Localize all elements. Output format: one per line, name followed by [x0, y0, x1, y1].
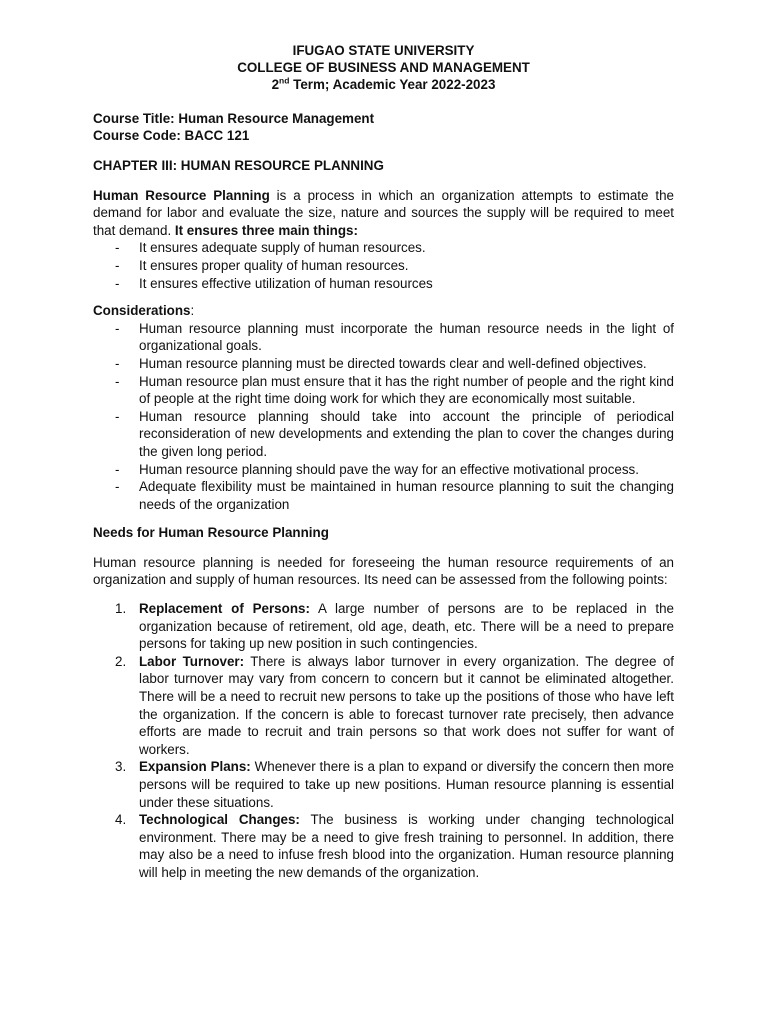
- ensures-list-item: [93, 239, 674, 257]
- ensures-list-item-text: It ensures proper quality of human resources.: [139, 257, 409, 273]
- needs-heading: Needs for Human Resource Planning: [93, 525, 329, 541]
- course-code-label: Course Code:: [93, 128, 181, 143]
- ensures-list: [93, 239, 674, 292]
- intro-term: Human Resource Planning: [93, 187, 270, 203]
- item-number: 3.: [115, 759, 127, 775]
- considerations-list: [93, 320, 674, 514]
- considerations-list-item: [93, 461, 674, 479]
- item-text: There is always labor turnover in every organization. The degree of labor turnover may vary from concern to concern but it cannot be eliminated altogether. There will be a need to recruit new persons to take up the positions of those who have left the organization. If the concern is able to forecast turnover rate precisely, then advance efforts are made to recruit and train persons so that work does not suffer for want of workers.: [139, 653, 674, 757]
- dash-bullet: -: [115, 320, 120, 336]
- considerations-list-item-text: Human resource planning must be directed towards clear and well-defined objectives.: [139, 355, 647, 371]
- course-title-label: Course Title:: [93, 111, 175, 126]
- intro-emphasis: It ensures three main things:: [174, 222, 358, 238]
- college-name: COLLEGE OF BUSINESS AND MANAGEMENT: [237, 60, 530, 75]
- chapter-title: CHAPTER III: HUMAN RESOURCE PLANNING: [93, 158, 384, 173]
- university-name: IFUGAO STATE UNIVERSITY: [292, 43, 475, 58]
- needs-list-item: [93, 758, 674, 811]
- term-superscript: nd: [279, 75, 290, 86]
- term-rest: Term; Academic Year 2022-2023: [289, 77, 496, 92]
- considerations-list-item: [93, 478, 674, 513]
- ensures-list-item: [93, 257, 674, 275]
- item-number: 2.: [115, 653, 127, 669]
- considerations-list-item-text: Human resource plan must ensure that it has the right number of people and the right kind of people at the right time doing work for which they are economically most suitable.: [139, 373, 674, 407]
- dash-bullet: -: [115, 408, 120, 424]
- dash-bullet: -: [115, 240, 120, 256]
- document-page: [93, 42, 674, 882]
- course-title-value: Human Resource Management: [174, 111, 375, 126]
- considerations-colon: :: [190, 303, 195, 319]
- dash-bullet: -: [115, 461, 120, 477]
- considerations-list-item-text: Human resource planning should pave the way for an effective motivational process.: [139, 461, 639, 477]
- needs-list: [93, 600, 674, 882]
- item-label: Expansion Plans:: [139, 759, 251, 775]
- considerations-list-item: [93, 408, 674, 461]
- ensures-list-item-text: It ensures effective utilization of human resources: [139, 275, 433, 291]
- considerations-label: Considerations: [93, 303, 191, 319]
- ensures-list-item: [93, 275, 674, 293]
- course-code: [93, 127, 674, 144]
- item-label: Labor Turnover:: [139, 653, 245, 669]
- ensures-list-item-text: It ensures adequate supply of human resources.: [139, 240, 426, 256]
- considerations-list-item: [93, 355, 674, 373]
- item-label: Replacement of Persons:: [139, 601, 310, 617]
- term-number: 2: [271, 77, 280, 92]
- dash-bullet: -: [115, 275, 120, 291]
- needs-paragraph: Human resource planning is needed for foreseeing the human resource requirements of an organization and supply of human resources. Its need can be assessed from the following points:: [93, 554, 674, 588]
- course-title: [93, 110, 674, 127]
- academic-term: [93, 76, 674, 93]
- considerations-heading: [93, 302, 674, 320]
- document-header: [93, 42, 674, 93]
- course-code-value: BACC 121: [180, 128, 250, 143]
- needs-list-item: [93, 600, 674, 653]
- dash-bullet: -: [115, 373, 120, 389]
- item-label: Technological Changes:: [139, 812, 300, 828]
- needs-list-item: [93, 653, 674, 759]
- dash-bullet: -: [115, 479, 120, 495]
- considerations-list-item: [93, 320, 674, 355]
- dash-bullet: -: [115, 257, 120, 273]
- intro-text: is a process in which an organization attempts to estimate the demand for labor and evaluate the size, nature and sources the supply will be required to meet that demand.: [93, 187, 674, 238]
- intro-paragraph: [93, 187, 674, 240]
- considerations-list-item-text: Human resource planning must incorporate the human resource needs in the light of organizational goals.: [139, 320, 674, 354]
- item-text: Whenever there is a plan to expand or diversify the concern then more persons will be required to take up new positions. Human resource planning is essential under these situations.: [139, 759, 674, 810]
- item-number: 1.: [115, 601, 127, 617]
- item-text: The business is working under changing technological environment. There may be a need to give fresh training to personnel. In addition, there may also be a need to infuse fresh blood into the organization. Human resource planning will help in meeting the new demands of the organization.: [139, 812, 675, 880]
- course-info: [93, 110, 674, 144]
- considerations-list-item: [93, 373, 674, 408]
- considerations-list-item-text: Adequate flexibility must be maintained in human resource planning to suit the changing needs of the organization: [139, 479, 674, 512]
- dash-bullet: -: [115, 355, 120, 371]
- considerations-list-item-text: Human resource planning should take into account the principle of periodical reconsideration of new developments and extending the plan to cover the changes during the given long period.: [139, 408, 674, 459]
- item-text: A large number of persons are to be replaced in the organization because of retirement, old age, death, etc. There will be a need to prepare persons for taking up new position in such contingencies.: [139, 601, 674, 652]
- needs-list-item: [93, 811, 674, 881]
- item-number: 4.: [115, 812, 127, 828]
